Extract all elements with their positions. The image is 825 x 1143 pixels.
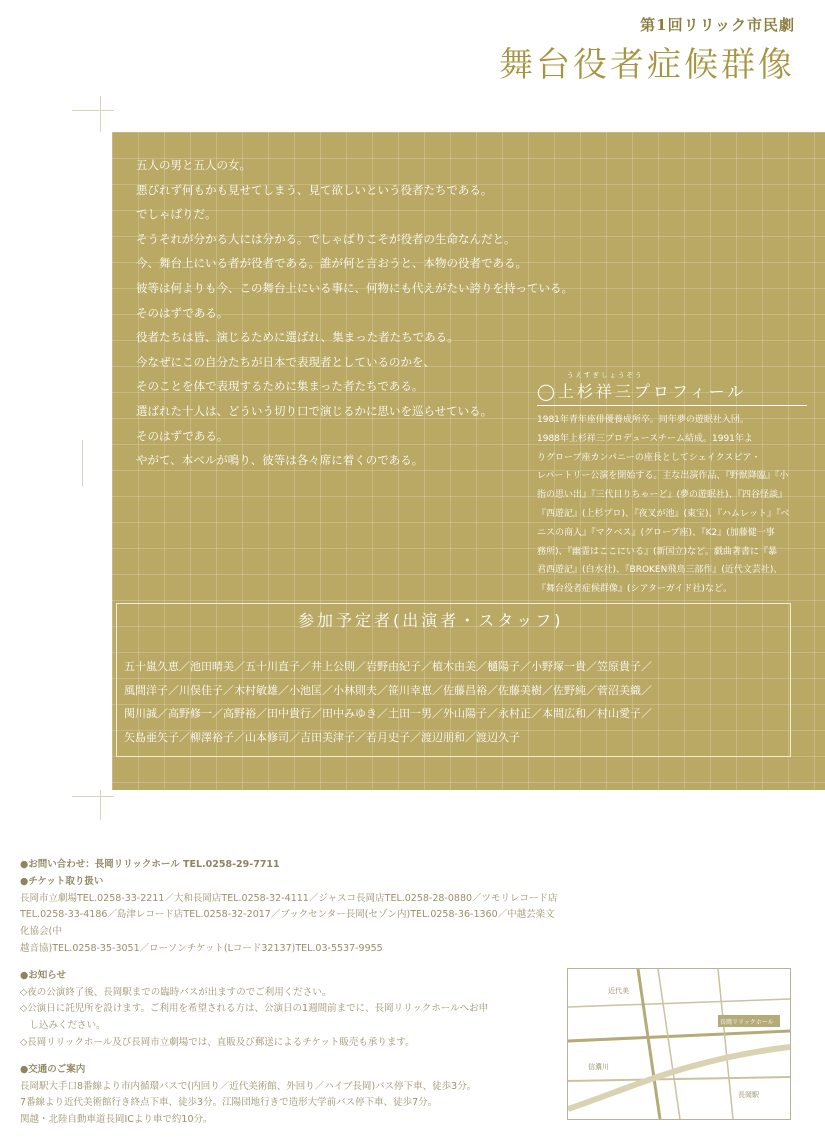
cast-line: 五十嵐久恵／池田晴美／五十川直子／井上公則／岩野由紀子／植木由美／樋陽子／小野塚一貴／笠原貴子／ [124,660,652,673]
crop-mark [100,96,101,132]
info-section [20,857,560,1129]
intro-line: そうそれが分かる人には分かる。でしゃばりこそが役者の生命なんだと。 [136,231,516,246]
intro-line: 彼等は何よりも今、この舞台上にいる事に、何物にも代えがたい誇りを持っている。 [136,280,573,295]
cast-line: 風間洋子／川俣佳子／木村敏雄／小池匡／小林則夫／笹川幸恵／佐藤昌裕／佐藤美樹／佐野純／菅沼美織／ [124,683,652,697]
map-label: 信濃川 [588,1063,609,1071]
notice-line: し込みください。 [20,1020,106,1032]
intro-line: 悪びれず何もかも見せてしまう、見て欲しいという役者たちである。 [136,182,493,197]
event-subtitle: 第1回リリック市民劇 [640,16,795,34]
profile-line: 務所)、『幽霊はここにいる』(新国立)など。戯曲著書に『暴 [537,546,778,557]
profile-line: ニスの商人』『マクベス』(グローブ座)、『K2』(加藤健一事 [537,527,775,538]
tickets-line: TEL.0258-33-4186／島津レコード店TEL.0258-32-2017／ブックセンター長岡(セゾン内)TEL.0258-36-1360／中越芸楽文化協会(中 [20,909,555,938]
cast-heading: 参加予定者(出演者・スタッフ) [298,611,564,630]
intro-line: 今、舞台上にいる者が役者である。誰が何と言おうと、本物の役者である。 [136,256,527,271]
access-line: 7番線より近代美術館行き終点下車、徒歩3分。江陽団地行きで造形大学前バス停下車、徒歩7分。 [20,1097,438,1109]
access-heading: ●交通のご案内 [20,1063,86,1075]
tickets-line: 越音協)TEL.0258-35-3051／ローソンチケット(Lコード32137)TEL.03-5537-9955 [20,942,383,954]
crop-mark [72,796,114,797]
intro-line: 選ばれた十人は、どういう切り口で演じるかに思いを巡らせている。 [136,403,493,418]
access-line: 関越・北陸自動車道長岡ICより車で約10分。 [20,1114,213,1126]
map-label: 近代美 [608,987,629,995]
crop-mark [72,110,114,111]
profile-line: レパートリー公演を開始する。主な出演作品、『野獣降臨』『小 [537,471,789,482]
map-label: 長岡駅 [738,1091,759,1099]
notice-line: ◇夜の公演終了後、長岡駅までの臨時バスが出ますのでご利用ください。 [20,986,332,998]
intro-text [136,153,573,473]
profile-line: 君西遊記』(白水社)、『BROKEN飛鳥三部作』(近代文芸社)、 [537,565,783,576]
title-block [499,14,795,86]
profile-line: 1981年青年座俳優養成所卒。同年夢の遊眠社入団。 [537,415,749,425]
crop-mark [100,790,101,820]
intro-line: 役者たちは皆、演じるために選ばれ、集まった者たちである。 [136,330,459,345]
tickets-line: 長岡市立劇場TEL.0258-33-2211／大和長岡店TEL.0258-32-4111／ジャスコ長岡店TEL.0258-28-0880／ツモリレコード店 [20,892,558,904]
intro-line: そのことを体で表現するために集まった者たちである。 [136,379,424,394]
profile-line: 『西遊記』(上杉プロ)、『夜叉が池』(東宝)、『ハムレット』『ベ [537,508,790,519]
event-title: 舞台役者症候群像 [499,45,795,85]
intro-line: そのはずである。 [136,428,229,443]
profile-heading: ◯上杉祥三プロフィール [537,379,807,406]
profile-line: 1988年上杉祥三プロデュースチーム結成。1991年よ [537,433,753,444]
intro-line: やがて、本ベルが鳴り、彼等は各々席に着くのである。 [136,453,424,468]
profile-section [537,370,807,599]
profile-line: 指の思い出』『三代目りちゃーど』(夢の遊眠社)、『四谷怪談』 [537,490,788,501]
cast-list [124,655,652,749]
map-drawing [568,969,790,1119]
cast-line: 矢島亜矢子／柳澤裕子／山本修司／吉田美津子／若月史子／渡辺朋和／渡辺久子 [124,730,520,744]
map-label: 長岡リリックホール [720,1019,774,1026]
contact-line: ●お問い合わせ：長岡リリックホール TEL.0258-29-7711 [20,859,280,870]
intro-line: でしゃばりだ。 [136,207,217,222]
intro-line: そのはずである。 [136,305,229,320]
crop-mark [82,440,83,486]
intro-line: 今なぜにこの自分たちが日本で表現者としているのかを、 [136,354,435,369]
access-line: 長岡駅大手口8番線より市内循環バスで(内回り／近代美術館、外回り／ハイブ長岡)バス停下車、徒歩3分。 [20,1080,477,1092]
cast-line: 関川誠／高野修一／高野裕／田中貴行／田中みゆき／土田一男／外山陽子／永村正／本間広和／村山愛子／ [124,707,652,720]
profile-line: りグローブ座カンパニーの座長としてシェイクスピア・ [537,452,761,463]
access-map [567,968,791,1120]
notice-line: ◇長岡リリックホール及び長岡市立劇場では、直販及び郵送によるチケット販売も承ります。 [20,1036,415,1048]
profile-body [537,411,807,599]
profile-ruby: うえすぎしょうぞう [567,371,644,379]
intro-line: 五人の男と五人の女。 [136,158,251,172]
notice-heading: ●お知らせ [20,969,67,981]
tickets-heading: ●チケット取り扱い [20,875,104,887]
profile-line: 『舞台役者症候群像』(シアターガイド社)など。 [537,584,732,595]
notice-line: ◇公演日に託児所を設けます。ご利用を希望される方は、公演日の1週間前までに、長岡リリックホールへお申 [20,1003,489,1015]
